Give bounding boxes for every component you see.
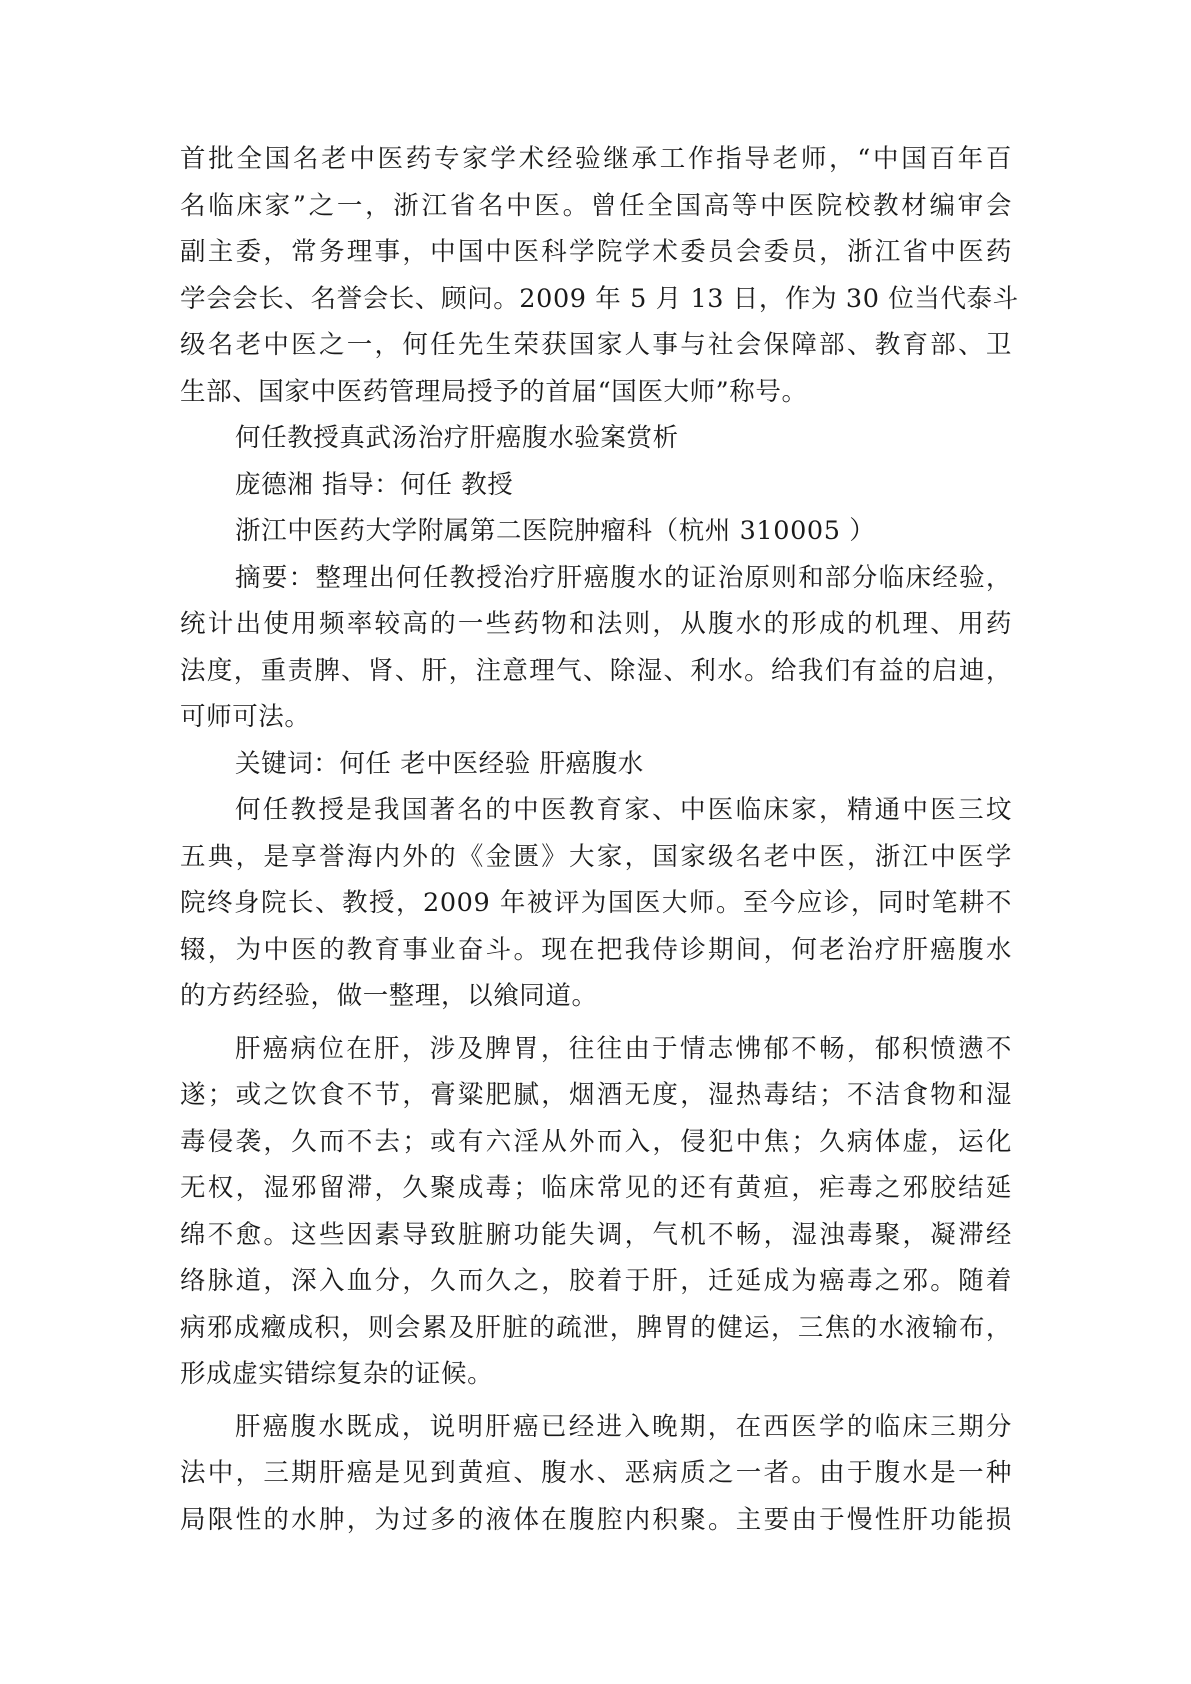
article-title: 何任教授真武汤治疗肝癌腹水验案赏析 bbox=[235, 423, 679, 453]
paragraph-line: 肝癌病位在肝，涉及脾胃，往往由于情志怫郁不畅，郁积愤懑不 bbox=[235, 1033, 1012, 1064]
paragraph-line: 毒侵袭，久而不去；或有六淫从外而入，侵犯中焦；久病体虚，运化 bbox=[180, 1126, 1012, 1157]
keywords-line: 关键词：何任 老中医经验 肝癌腹水 bbox=[235, 748, 644, 779]
abstract-line: 摘要：整理出何任教授治疗肝癌腹水的证治原则和部分临床经验， bbox=[235, 562, 1012, 593]
paragraph-line: 何任教授是我国著名的中医教育家、中医临床家，精通中医三坟 bbox=[235, 795, 1012, 825]
paragraph-line: 络脉道，深入血分，久而久之，胶着于肝，迁延成为癌毒之邪。随着 bbox=[180, 1266, 1012, 1296]
paragraph-line: 辍，为中医的教育事业奋斗。现在把我侍诊期间，何老治疗肝癌腹水 bbox=[180, 934, 1012, 965]
paragraph-line: 法中，三期肝癌是见到黄疸、腹水、恶病质之一者。由于腹水是一种 bbox=[180, 1458, 1012, 1488]
paragraph-line: 的方药经验，做一整理，以飨同道。 bbox=[180, 981, 598, 1011]
text-line: 首批全国名老中医药专家学术经验继承工作指导老师，“中国百年百 bbox=[180, 144, 1012, 174]
paragraph-line: 遂；或之饮食不节，膏粱肥腻，烟酒无度，湿热毒结；不洁食物和湿 bbox=[180, 1080, 1012, 1110]
abstract-line: 统计出使用频率较高的一些药物和法则，从腹水的形成的机理、用药 bbox=[180, 609, 1012, 639]
paragraph-line: 病邪成癥成积，则会累及肝脏的疏泄，脾胃的健运，三焦的水液输布， bbox=[180, 1312, 1012, 1343]
article-affiliation: 浙江中医药大学附属第二医院肿瘤科（杭州 310005 ） bbox=[235, 516, 876, 546]
text-line: 级名老中医之一，何任先生荣获国家人事与社会保障部、教育部、卫 bbox=[180, 330, 1012, 360]
article-author: 庞德湘 指导：何任 教授 bbox=[235, 469, 514, 500]
paragraph-line: 五典，是享誉海内外的《金匮》大家，国家级名老中医，浙江中医学 bbox=[180, 841, 1012, 872]
paragraph-line: 肝癌腹水既成，说明肝癌已经进入晚期，在西医学的临床三期分 bbox=[235, 1411, 1012, 1442]
paragraph-line: 院终身院长、教授，2009 年被评为国医大师。至今应诊，同时笔耕不 bbox=[180, 888, 1012, 918]
text-line: 学会会长、名誉会长、顾问。2009 年 5 月 13 日，作为 30 位当代泰斗 bbox=[180, 283, 1019, 314]
text-line: 生部、国家中医药管理局授予的首届“国医大师”称号。 bbox=[180, 376, 808, 407]
text-line: 名临床家”之一，浙江省名中医。曾任全国高等中医院校教材编审会 bbox=[180, 190, 1012, 221]
paragraph-line: 局限性的水肿，为过多的液体在腹腔内积聚。主要由于慢性肝功能损 bbox=[180, 1504, 1012, 1535]
abstract-line: 可师可法。 bbox=[180, 702, 311, 732]
paragraph-line: 无权，湿邪留滞，久聚成毒；临床常见的还有黄疸，疟毒之邪胶结延 bbox=[180, 1173, 1012, 1203]
text-line: 副主委，常务理事，中国中医科学院学术委员会委员，浙江省中医药 bbox=[180, 237, 1012, 267]
paragraph-line: 形成虚实错综复杂的证候。 bbox=[180, 1359, 494, 1389]
paragraph-line: 绵不愈。这些因素导致脏腑功能失调，气机不畅，湿浊毒聚，凝滞经 bbox=[180, 1219, 1012, 1250]
abstract-line: 法度，重责脾、肾、肝，注意理气、除湿、利水。给我们有益的启迪， bbox=[180, 655, 1012, 686]
document-body bbox=[180, 136, 1019, 1543]
